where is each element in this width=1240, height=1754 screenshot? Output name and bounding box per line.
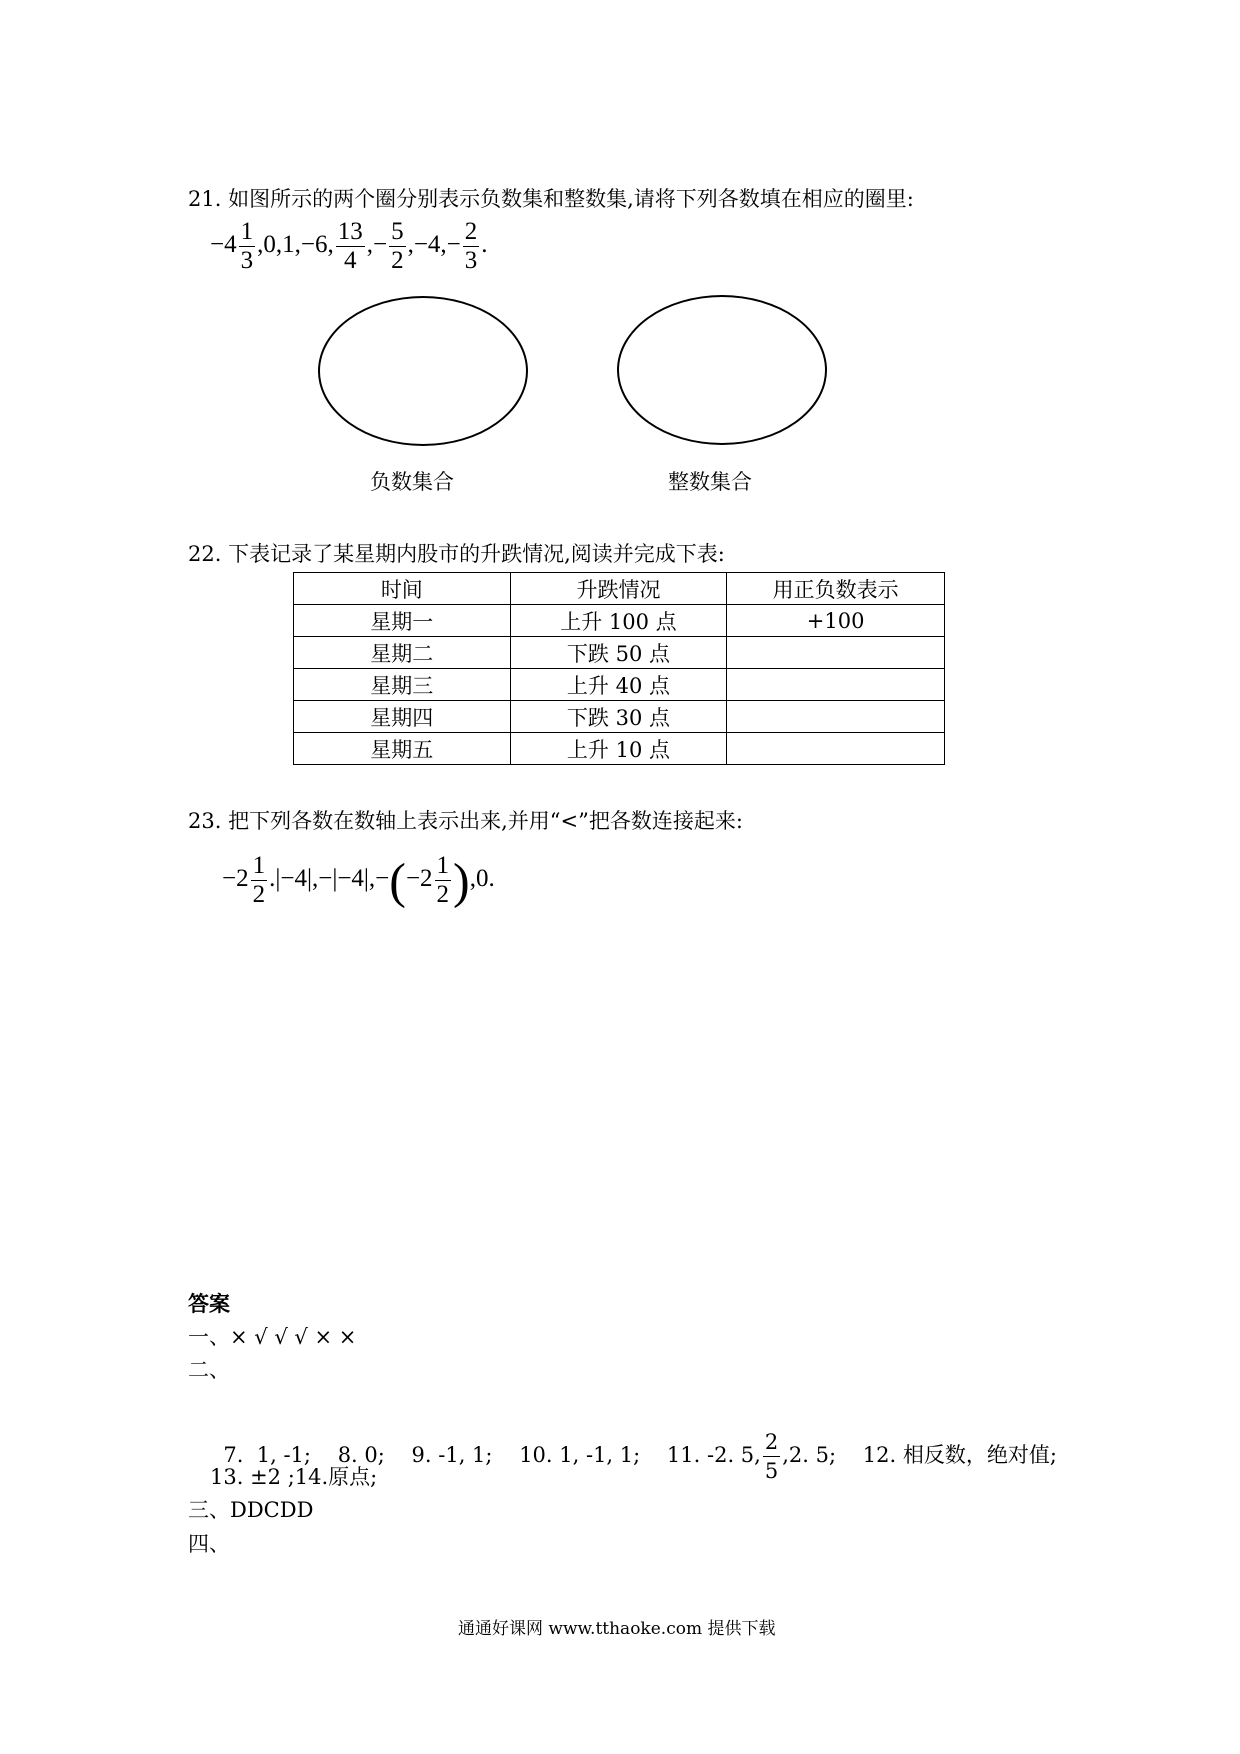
table-cell: 星期三	[294, 669, 511, 701]
answers-fraction: $\frac{2}{5}$	[764, 1430, 779, 1483]
q21-fraction-1: $\frac{1}{3}$	[240, 218, 254, 274]
table-cell: 下跌 30 点	[510, 701, 727, 733]
table-cell	[727, 637, 945, 669]
left-paren: (	[389, 852, 406, 909]
q21-num-text: ,−	[366, 231, 388, 259]
table-cell: 星期四	[294, 701, 511, 733]
table-header-cell: 升跌情况	[510, 573, 727, 605]
q21-num-text: ,−4,−	[407, 231, 461, 259]
table-cell: 上升 10 点	[510, 733, 727, 765]
table-header-cell: 时间	[294, 573, 511, 605]
q21-prompt: 21. 如图所示的两个圈分别表示负数集和整数集,请将下列各数填在相应的圈里:	[188, 187, 914, 211]
q22-prompt: 22. 下表记录了某星期内股市的升跌情况,阅读并完成下表:	[188, 542, 725, 566]
table-row	[294, 701, 945, 733]
table-cell	[727, 733, 945, 765]
answers-text: 7. 1, -1; 8. 0; 9. -1, 1; 10. 1, -1, 1; 11. -2. 5,	[223, 1443, 761, 1467]
table-cell: 上升 40 点	[510, 669, 727, 701]
table-header-row	[294, 573, 945, 605]
answers-section-2: 二、	[188, 1358, 230, 1382]
answers-title: 答案	[188, 1291, 230, 1316]
q21-num-text: −4	[210, 231, 237, 259]
answers-section-3: 三、DDCDD	[188, 1498, 314, 1522]
table-cell: 上升 100 点	[510, 605, 727, 637]
table-cell: 星期五	[294, 733, 511, 765]
table-cell	[727, 669, 945, 701]
table-row	[294, 733, 945, 765]
q21-fraction-3: $\frac{5}{2}$	[391, 218, 404, 274]
q23-expression	[222, 852, 495, 909]
table-cell: +100	[727, 605, 945, 637]
table-cell: 星期二	[294, 637, 511, 669]
negative-set-circle	[318, 296, 528, 446]
q23-expr-text: −2	[405, 865, 433, 893]
table-cell	[727, 701, 945, 733]
answers-section-1: 一、× √ √ √ × ×	[188, 1325, 357, 1349]
negative-set-label: 负数集合	[370, 470, 454, 494]
table-row	[294, 605, 945, 637]
q21-fraction-2: $\frac{13}{4}$	[337, 218, 363, 274]
q23-fraction-1: $\frac{1}{2}$	[252, 852, 266, 908]
q21-fraction-4: $\frac{2}{3}$	[464, 218, 478, 274]
q23-expr-text: .|−4|,−|−4|,−	[269, 865, 390, 893]
footer-text: 通通好课网 www.tthaoke.com 提供下载	[458, 1619, 776, 1639]
table-cell: 下跌 50 点	[510, 637, 727, 669]
table-cell: 星期一	[294, 605, 511, 637]
answers-line-13: 13. ±2 ;14.原点;	[210, 1465, 378, 1489]
q23-prompt: 23. 把下列各数在数轴上表示出来,并用“<”把各数连接起来:	[188, 809, 743, 833]
table-header-cell: 用正负数表示	[727, 573, 945, 605]
table-row	[294, 669, 945, 701]
q21-number-list	[210, 218, 488, 275]
q23-expr-text: −2	[222, 865, 249, 893]
q21-num-text: .	[481, 231, 488, 259]
q21-num-text: ,0,1,−6,	[257, 231, 334, 259]
integer-set-label: 整数集合	[668, 470, 752, 494]
q23-fraction-2: $\frac{1}{2}$	[436, 852, 450, 908]
stock-table	[293, 572, 945, 765]
answers-text: ,2. 5; 12. 相反数，绝对值;	[782, 1443, 1057, 1467]
answers-section-4: 四、	[188, 1532, 230, 1556]
integer-set-circle	[617, 295, 827, 445]
q23-expr-text: ,0.	[469, 865, 495, 893]
table-row	[294, 637, 945, 669]
right-paren: )	[453, 852, 470, 909]
